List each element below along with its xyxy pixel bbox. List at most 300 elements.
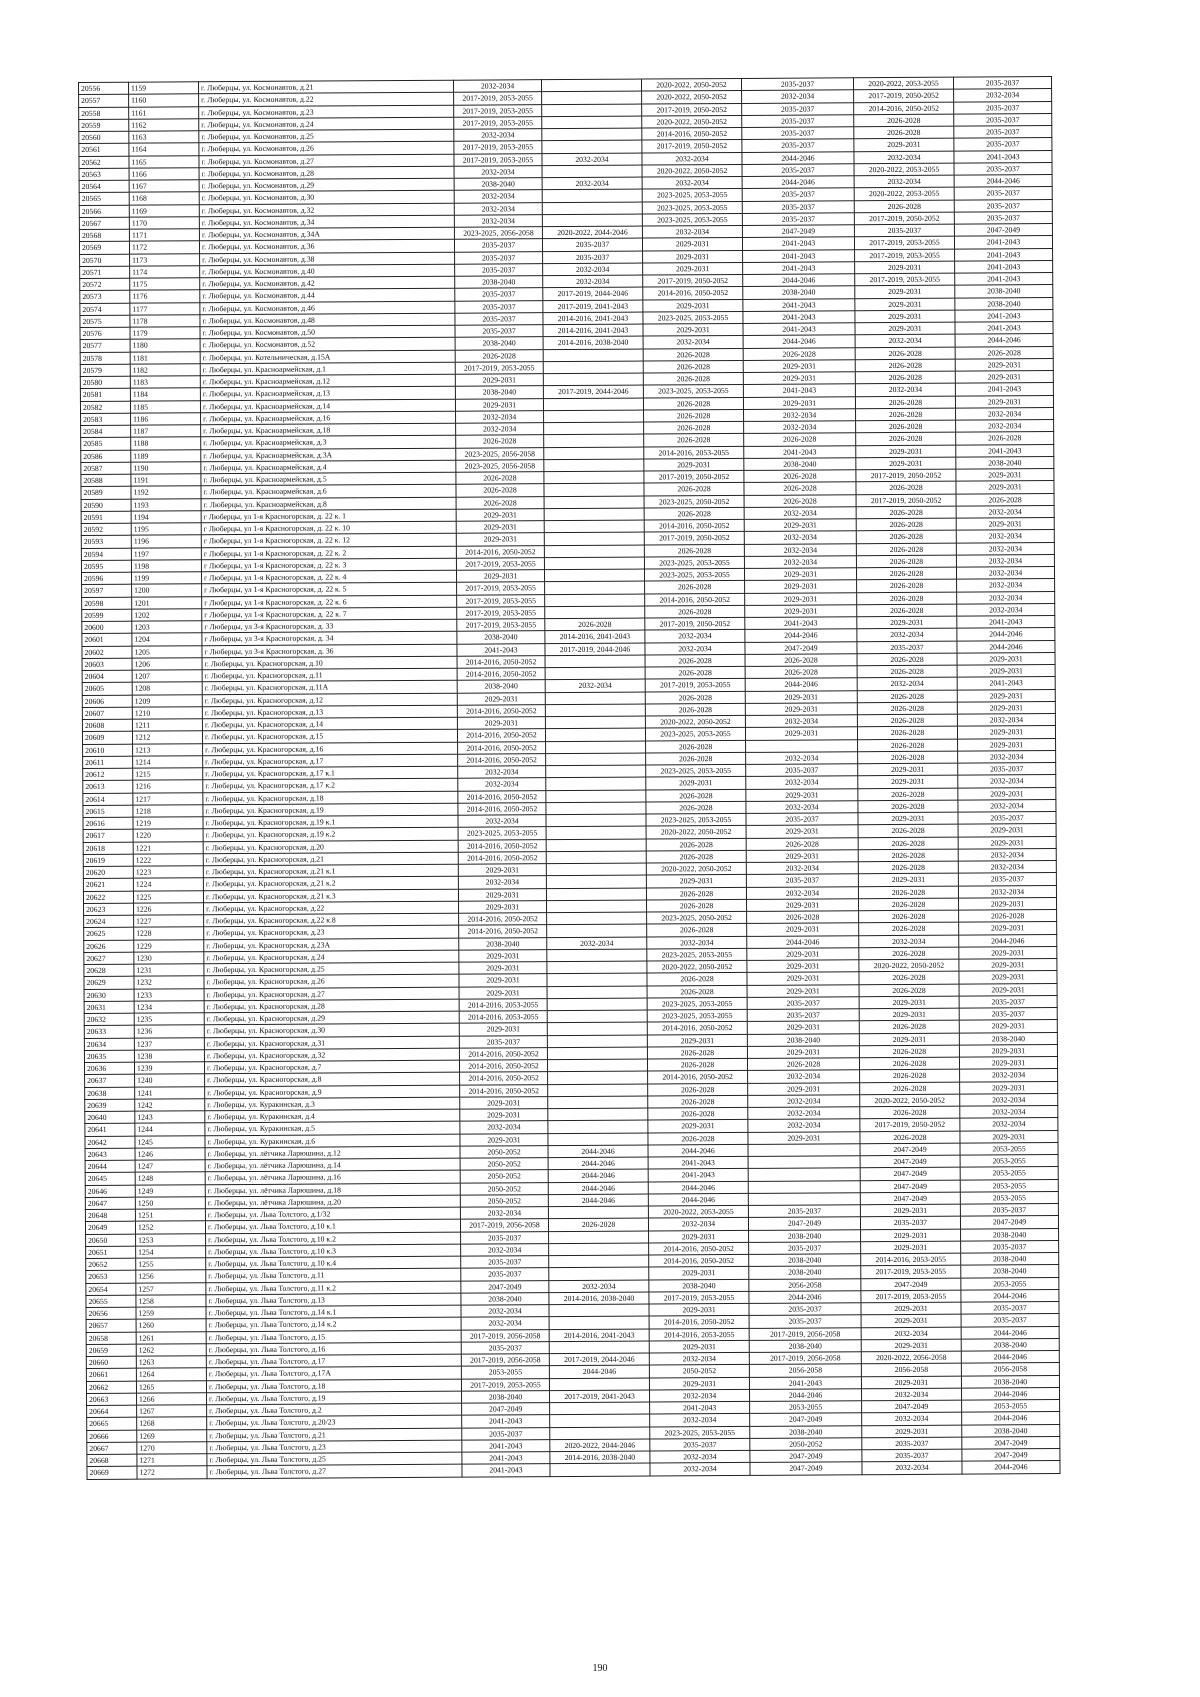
row-number-cell: 20620 [83,866,133,879]
row-number-cell: 20647 [85,1197,135,1210]
period-2-cell [549,1316,649,1329]
row-number-cell: 20645 [85,1172,135,1185]
period-1-cell: 2050-2052 [460,1170,548,1183]
period-3-cell: 2026-2028 [643,397,743,410]
row-number-cell: 20603 [82,658,132,671]
record-id-cell: 1206 [132,658,202,671]
row-number-cell: 20606 [82,695,132,708]
period-6-cell: 2041-2043 [954,236,1052,249]
period-1-cell: 2014-2016, 2050-2052 [459,1047,547,1060]
period-4-cell: 2056-2058 [749,1364,861,1377]
period-6-cell: 2029-2031 [959,971,1057,984]
period-1-cell: 2035-2037 [461,1341,549,1354]
period-4-cell: 2029-2031 [745,592,857,605]
period-2-cell [544,471,644,484]
period-6-cell: 2035-2037 [961,1302,1059,1315]
period-4-cell: 2044-2046 [742,151,854,164]
row-number-cell: 20602 [82,646,132,659]
address-cell: г. Люберцы, ул. лётчика Ларюшина, д.16 [205,1170,460,1184]
period-4-cell: 2038-2040 [744,458,856,471]
period-2-cell [547,998,647,1011]
period-5-cell: 2026-2028 [856,408,956,421]
row-number-cell: 20587 [81,462,131,475]
row-number-cell: 20667 [87,1442,137,1455]
period-4-cell: 2029-2031 [746,825,858,838]
period-2-cell: 2044-2046 [548,1169,648,1182]
period-3-cell: 2017-2019, 2050-2052 [642,140,742,153]
period-3-cell: 2041-2043 [648,1156,748,1169]
address-cell: г. Люберцы, ул. Льва Толстого, д.17А [206,1366,461,1380]
row-number-cell: 20566 [79,205,129,218]
row-number-cell: 20661 [86,1368,136,1381]
period-2-cell [544,422,644,435]
row-number-cell: 20625 [84,927,134,940]
record-id-cell: 1172 [129,241,199,254]
period-4-cell: 2044-2046 [749,1290,861,1303]
period-1-cell: 2041-2043 [462,1464,550,1477]
address-cell: г. Люберцы, ул. Красногорская, д.9 [205,1085,460,1099]
period-5-cell: 2029-2031 [859,1033,959,1046]
period-4-cell: 2032-2034 [744,543,856,556]
address-cell: г. Люберцы, ул. Красногорская, д.17 к.2 [203,778,458,792]
period-6-cell: 2029-2031 [955,395,1053,408]
period-1-cell: 2029-2031 [460,1109,548,1122]
period-4-cell: 2029-2031 [745,690,857,703]
record-id-cell: 1271 [137,1454,207,1467]
period-1-cell: 2038-2040 [455,276,543,289]
period-6-cell: 2047-2049 [962,1436,1060,1449]
row-number-cell: 20593 [81,535,131,548]
record-id-cell: 1197 [131,547,201,560]
row-number-cell: 20598 [82,597,132,610]
row-number-cell: 20662 [86,1381,136,1394]
record-id-cell: 1253 [136,1233,206,1246]
address-cell: г. Люберцы, ул. Льва Толстого, д.14 к.1 [206,1305,461,1319]
period-1-cell: 2014-2016, 2050-2052 [458,753,546,766]
record-id-cell: 1171 [129,229,199,242]
period-5-cell: 2026-2028 [858,837,958,850]
period-3-cell: 2032-2034 [642,152,742,165]
period-4-cell: 2035-2037 [742,115,854,128]
record-id-cell: 1252 [135,1221,205,1234]
period-3-cell: 2029-2031 [644,458,744,471]
period-4-cell: 2032-2034 [744,421,856,434]
period-4-cell: 2035-2037 [749,1303,861,1316]
address-cell: г Люберцы, ул 1-я Красногорская, д. 22 к. 1 [201,509,456,523]
period-1-cell: 2014-2016, 2050-2052 [456,545,544,558]
period-4-cell [746,739,858,752]
period-4-cell: 2029-2031 [745,580,857,593]
period-6-cell: 2029-2031 [959,897,1057,910]
record-id-cell: 1227 [134,915,204,928]
period-5-cell: 2017-2019, 2053-2055 [855,273,955,286]
period-1-cell: 2017-2019, 2053-2055 [454,116,542,129]
address-cell: г Люберцы, ул 1-я Красногорская, д. 22 к. 7 [202,607,457,621]
period-3-cell: 2026-2028 [645,581,745,594]
period-3-cell: 2014-2016, 2053-2055 [644,446,744,459]
period-1-cell: 2032-2034 [461,1243,549,1256]
period-5-cell: 2032-2034 [861,1388,961,1401]
row-number-cell: 20583 [81,413,131,426]
period-6-cell: 2041-2043 [955,248,1053,261]
record-id-cell: 1177 [130,302,200,315]
period-2-cell [546,814,646,827]
record-id-cell: 1238 [134,1049,204,1062]
period-1-cell: 2014-2016, 2050-2052 [460,1072,548,1085]
row-number-cell: 20599 [82,609,132,622]
period-6-cell: 2032-2034 [957,591,1055,604]
period-1-cell: 2014-2016, 2053-2055 [459,998,547,1011]
record-id-cell: 1239 [134,1062,204,1075]
period-3-cell: 2017-2019, 2050-2052 [645,617,745,630]
row-number-cell: 20574 [80,303,130,316]
period-3-cell: 2032-2034 [642,225,742,238]
period-1-cell: 2017-2019, 2053-2055 [454,104,542,117]
record-id-cell: 1224 [133,878,203,891]
period-6-cell: 2032-2034 [954,89,1052,102]
address-cell: г Люберцы, ул 1-я Красногорская, д. 22 к. 6 [202,595,457,609]
period-6-cell: 2029-2031 [959,1020,1057,1033]
period-6-cell: 2035-2037 [958,812,1056,825]
period-5-cell: 2026-2028 [856,555,956,568]
period-4-cell: 2029-2031 [744,519,856,532]
address-cell: г. Люберцы, ул. Красногорская, д.14 [202,717,457,731]
period-4-cell: 2035-2037 [742,200,854,213]
period-6-cell: 2029-2031 [959,1057,1057,1070]
record-id-cell: 1233 [134,988,204,1001]
period-5-cell: 2026-2028 [858,800,958,813]
period-1-cell: 2029-2031 [459,986,547,999]
period-6-cell: 2035-2037 [954,199,1052,212]
address-cell: г. Люберцы, ул. Красноармейская, д.3А [201,448,456,462]
period-6-cell: 2056-2058 [961,1363,1059,1376]
row-number-cell: 20585 [81,437,131,450]
period-3-cell: 2014-2016, 2050-2052 [642,127,742,140]
record-id-cell: 1228 [134,927,204,940]
period-5-cell: 2017-2019, 2050-2052 [854,212,954,225]
period-6-cell: 2053-2055 [960,1142,1058,1155]
address-cell: г. Люберцы, ул. лётчика Ларюшина, д.12 [205,1146,460,1160]
period-1-cell: 2017-2019, 2053-2055 [461,1378,549,1391]
period-2-cell [542,165,642,178]
row-number-cell: 20650 [86,1234,136,1247]
period-6-cell: 2053-2055 [960,1179,1058,1192]
period-5-cell: 2017-2019, 2050-2052 [856,494,956,507]
period-1-cell: 2017-2019, 2053-2055 [454,141,542,154]
period-6-cell: 2035-2037 [954,101,1052,114]
row-number-cell: 20580 [80,376,130,389]
period-2-cell: 2014-2016, 2038-2040 [543,336,643,349]
period-3-cell: 2026-2028 [646,752,746,765]
period-4-cell: 2026-2028 [746,837,858,850]
period-4-cell: 2032-2034 [746,752,858,765]
period-5-cell: 2020-2022, 2050-2052 [859,959,959,972]
period-3-cell: 2029-2031 [646,777,746,790]
period-1-cell: 2035-2037 [461,1231,549,1244]
period-1-cell: 2017-2019, 2056-2058 [460,1219,548,1232]
period-2-cell: 2014-2016, 2041-2043 [543,312,643,325]
record-id-cell: 1168 [129,192,199,205]
period-5-cell: 2026-2028 [859,947,959,960]
record-id-cell: 1249 [135,1184,205,1197]
record-id-cell: 1223 [133,866,203,879]
period-2-cell [546,790,646,803]
period-5-cell: 2020-2022, 2050-2052 [860,1094,960,1107]
address-cell: г. Люберцы, ул. Космонавтов, д.25 [199,129,454,143]
period-5-cell: 2026-2028 [854,126,954,139]
period-2-cell: 2032-2034 [545,679,645,692]
period-3-cell: 2023-2025, 2053-2055 [647,997,747,1010]
period-3-cell: 2014-2016, 2050-2052 [645,593,745,606]
address-cell: г. Люберцы, ул. Космонавтов, д.21 [199,80,454,94]
period-1-cell: 2032-2034 [458,766,546,779]
row-number-cell: 20619 [83,854,133,867]
row-number-cell: 20613 [83,780,133,793]
address-cell: г. Люберцы, ул. Красногорская, д.12 [202,693,457,707]
record-id-cell: 1182 [130,364,200,377]
period-5-cell: 2026-2028 [860,1069,960,1082]
period-3-cell: 2020-2022, 2050-2052 [642,91,742,104]
period-4-cell: 2029-2031 [748,1131,860,1144]
period-3-cell: 2032-2034 [647,936,747,949]
record-id-cell: 1203 [132,621,202,634]
period-4-cell: 2047-2049 [750,1450,862,1463]
period-3-cell: 2029-2031 [649,1267,749,1280]
period-6-cell: 2029-2031 [959,946,1057,959]
period-1-cell: 2014-2016, 2050-2052 [457,668,545,681]
address-cell: г. Люберцы, ул. Космонавтов, д.52 [200,337,455,351]
period-4-cell: 2029-2031 [746,849,858,862]
row-number-cell: 20600 [82,621,132,634]
period-5-cell: 2017-2019, 2050-2052 [854,89,954,102]
period-1-cell: 2023-2025, 2053-2055 [458,827,546,840]
period-2-cell [545,581,645,594]
period-2-cell [547,986,647,999]
period-1-cell: 2035-2037 [455,312,543,325]
record-id-cell: 1217 [133,792,203,805]
period-3-cell: 2032-2034 [648,1218,748,1231]
period-5-cell: 2017-2019, 2053-2055 [861,1290,961,1303]
period-5-cell: 2032-2034 [859,935,959,948]
row-number-cell: 20621 [83,878,133,891]
period-5-cell: 2026-2028 [857,592,957,605]
period-5-cell: 2026-2028 [854,200,954,213]
period-1-cell: 2029-2031 [455,374,543,387]
record-id-cell: 1265 [136,1380,206,1393]
period-5-cell: 2029-2031 [862,1425,962,1438]
period-6-cell: 2053-2055 [960,1155,1058,1168]
row-number-cell: 20633 [84,1025,134,1038]
period-1-cell: 2035-2037 [455,251,543,264]
address-cell: г. Люберцы, ул. Льва Толстого, д.11 к.2 [206,1281,461,1295]
period-5-cell: 2020-2022, 2053-2055 [854,163,954,176]
period-3-cell: 2014-2016, 2050-2052 [648,1071,748,1084]
row-number-cell: 20564 [79,180,129,193]
period-6-cell: 2032-2034 [956,567,1054,580]
period-3-cell: 2023-2025, 2053-2055 [642,189,742,202]
record-id-cell: 1169 [129,204,199,217]
row-number-cell: 20635 [84,1050,134,1063]
period-3-cell: 2044-2046 [648,1144,748,1157]
period-3-cell: 2035-2037 [650,1438,750,1451]
period-2-cell [547,900,647,913]
period-2-cell: 2017-2019, 2044-2046 [543,287,643,300]
period-4-cell: 2029-2031 [745,727,857,740]
period-6-cell: 2053-2055 [961,1277,1059,1290]
record-id-cell: 1242 [135,1098,205,1111]
period-1-cell: 2029-2031 [459,1023,547,1036]
row-number-cell: 20642 [85,1136,135,1149]
period-1-cell: 2029-2031 [456,521,544,534]
period-4-cell: 2047-2049 [745,641,857,654]
row-number-cell: 20628 [84,964,134,977]
period-6-cell: 2038-2040 [956,456,1054,469]
period-4-cell: 2032-2034 [748,1107,860,1120]
period-3-cell: 2032-2034 [649,1352,749,1365]
address-cell: г. Люберцы, ул. Космонавтов, д.23 [199,105,454,119]
row-number-cell: 20639 [85,1099,135,1112]
period-1-cell: 2026-2028 [456,435,544,448]
record-id-cell: 1269 [137,1429,207,1442]
period-4-cell [748,1168,860,1181]
period-5-cell: 2026-2028 [856,420,956,433]
period-2-cell: 2044-2046 [548,1145,648,1158]
row-number-cell: 20576 [80,327,130,340]
record-id-cell: 1246 [135,1147,205,1160]
record-id-cell: 1187 [131,425,201,438]
period-2-cell [544,532,644,545]
period-5-cell: 2026-2028 [858,824,958,837]
period-6-cell: 2038-2040 [961,1375,1059,1388]
period-4-cell: 2026-2028 [745,666,857,679]
row-number-cell: 20561 [79,143,129,156]
period-3-cell: 2020-2022, 2050-2052 [646,826,746,839]
period-3-cell: 2014-2016, 2050-2052 [643,287,743,300]
period-3-cell: 2032-2034 [642,176,742,189]
address-cell: г. Люберцы, ул. Льва Толстого, д.21 [207,1428,462,1442]
period-1-cell: 2032-2034 [461,1317,549,1330]
period-4-cell: 2035-2037 [742,139,854,152]
period-3-cell: 2020-2022, 2053-2055 [648,1205,748,1218]
period-6-cell: 2029-2031 [957,726,1055,739]
period-2-cell [546,826,646,839]
address-cell: г. Люберцы, ул. Льва Толстого, д.10 к.4 [206,1256,461,1270]
row-number-cell: 20584 [81,425,131,438]
address-cell: г. Люберцы, ул. Котельническая, д.15А [200,350,455,364]
period-6-cell: 2026-2028 [955,346,1053,359]
period-2-cell [548,1096,648,1109]
period-3-cell: 2014-2016, 2050-2052 [647,1022,747,1035]
period-2-cell [547,1010,647,1023]
address-cell: г. Люберцы, ул. Космонавтов, д.50 [200,325,455,339]
record-id-cell: 1160 [129,94,199,107]
row-number-cell: 20581 [80,388,130,401]
period-2-cell [548,1071,648,1084]
address-cell: г. Люберцы, ул. Красноармейская, д.1 [200,362,455,376]
period-5-cell: 2029-2031 [861,1241,961,1254]
period-3-cell: 2026-2028 [648,1107,748,1120]
row-number-cell: 20608 [82,719,132,732]
period-3-cell: 2017-2019, 2050-2052 [644,470,744,483]
period-5-cell: 2029-2031 [855,285,955,298]
period-5-cell: 2029-2031 [857,616,957,629]
period-3-cell: 2026-2028 [648,1132,748,1145]
period-3-cell: 2014-2016, 2050-2052 [649,1316,749,1329]
period-2-cell [545,716,645,729]
period-6-cell: 2038-2040 [961,1338,1059,1351]
period-4-cell: 2032-2034 [744,531,856,544]
period-3-cell: 2023-2025, 2053-2055 [643,311,743,324]
record-id-cell: 1236 [134,1025,204,1038]
period-5-cell: 2032-2034 [857,677,957,690]
period-5-cell: 2035-2037 [857,641,957,654]
record-id-cell: 1256 [136,1270,206,1283]
address-cell: г. Люберцы, ул. Льва Толстого, д.2 [207,1403,462,1417]
address-cell: г. Люберцы, ул. Красногорская, д.10 [202,656,457,670]
period-4-cell: 2029-2031 [745,605,857,618]
period-6-cell: 2047-2049 [960,1216,1058,1229]
period-1-cell: 2014-2016, 2050-2052 [458,790,546,803]
row-number-cell: 20638 [85,1087,135,1100]
period-6-cell: 2044-2046 [959,934,1057,947]
period-6-cell: 2035-2037 [959,995,1057,1008]
period-4-cell: 2041-2043 [743,384,855,397]
row-number-cell: 20631 [84,1001,134,1014]
period-6-cell: 2041-2043 [956,444,1054,457]
period-3-cell: 2026-2028 [646,850,746,863]
period-2-cell [541,79,641,92]
period-3-cell: 2026-2028 [646,801,746,814]
period-2-cell [549,1304,649,1317]
period-5-cell: 2026-2028 [855,347,955,360]
period-2-cell [545,606,645,619]
period-2-cell [545,594,645,607]
period-4-cell: 2029-2031 [747,898,859,911]
record-id-cell: 1221 [133,841,203,854]
period-6-cell: 2035-2037 [954,187,1052,200]
record-id-cell: 1207 [132,670,202,683]
row-number-cell: 20586 [81,450,131,463]
record-id-cell: 1251 [135,1209,205,1222]
period-1-cell: 2032-2034 [454,202,542,215]
period-3-cell: 2044-2046 [648,1193,748,1206]
period-1-cell: 2023-2025, 2056-2058 [456,459,544,472]
address-cell: г. Люберцы, ул. Красногорская, д.29 [204,1011,459,1025]
address-cell: г. Люберцы, ул. Куракинская, д.4 [205,1109,460,1123]
period-2-cell [547,1059,647,1072]
period-2-cell [543,398,643,411]
address-cell: г. Люберцы, ул. Красногорская, д.7 [204,1060,459,1074]
address-cell: г. Люберцы, ул. Красногорская, д.28 [204,999,459,1013]
period-4-cell: 2035-2037 [747,1009,859,1022]
period-6-cell: 2032-2034 [960,1093,1058,1106]
period-5-cell: 2026-2028 [859,1020,959,1033]
period-4-cell: 2026-2028 [744,433,856,446]
period-2-cell: 2032-2034 [547,937,647,950]
address-cell: г. Люберцы, ул. Красногорская, д.21 [203,852,458,866]
period-3-cell: 2026-2028 [647,1046,747,1059]
period-2-cell [546,753,646,766]
row-number-cell: 20595 [81,560,131,573]
period-5-cell: 2026-2028 [859,984,959,997]
period-4-cell: 2032-2034 [744,556,856,569]
record-id-cell: 1167 [129,180,199,193]
period-2-cell [544,545,644,558]
record-id-cell: 1205 [132,645,202,658]
row-number-cell: 20572 [80,278,130,291]
period-6-cell: 2032-2034 [958,861,1056,874]
period-4-cell: 2032-2034 [744,507,856,520]
